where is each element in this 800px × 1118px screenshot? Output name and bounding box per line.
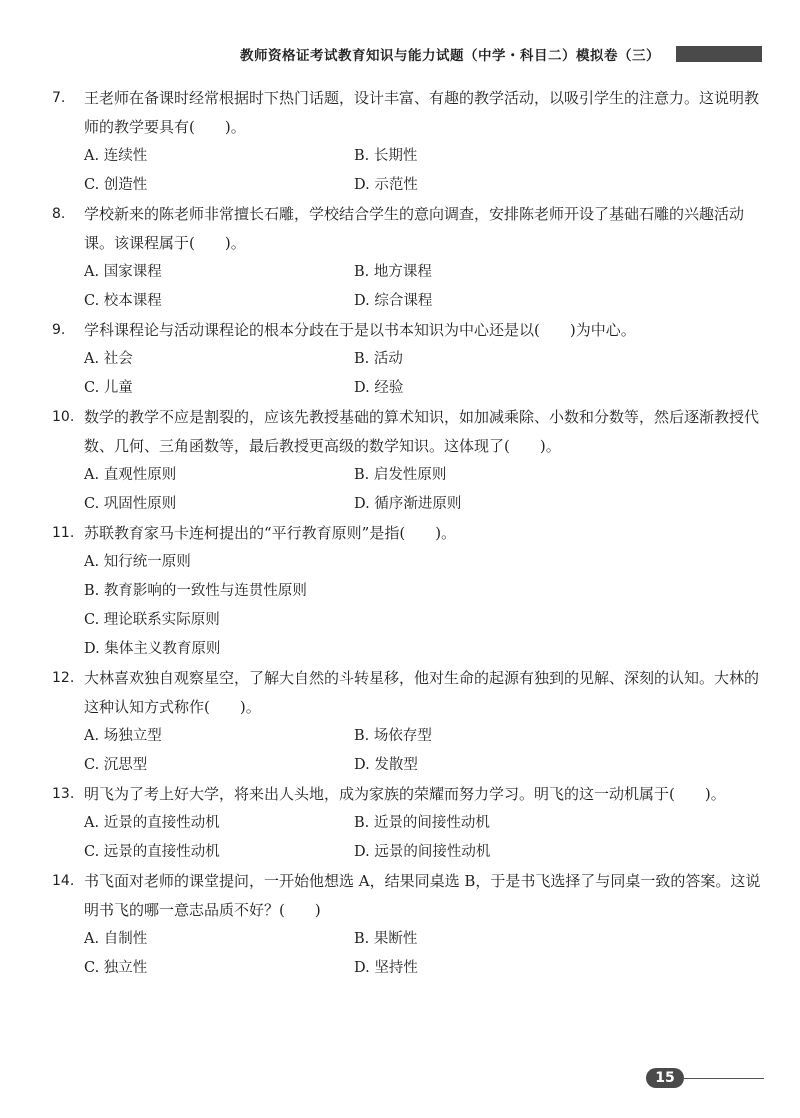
option-d: D. 发散型	[354, 757, 418, 773]
option-a: A. 连续性	[84, 148, 148, 164]
question-text: 王老师在备课时经常根据时下热门话题，设计丰富、有趣的教学活动，以吸引学生的注意力。这说明教师的教学要具有( )。	[84, 89, 760, 136]
option-c: C. 校本课程	[84, 293, 162, 309]
option-list	[52, 142, 768, 200]
question-number: 13.	[52, 786, 75, 802]
option-a: A. 知行统一原则	[84, 554, 191, 570]
option-b: B. 果断性	[354, 931, 418, 947]
option-d: D. 综合课程	[354, 293, 433, 309]
option-d: D. 循序渐进原则	[354, 496, 462, 512]
question-number: 9.	[52, 322, 66, 338]
option-c: C. 儿童	[84, 380, 133, 396]
option-a: A. 社会	[84, 351, 133, 367]
question-stem	[52, 403, 768, 461]
option-d: D. 坚持性	[354, 960, 418, 976]
question-10	[52, 403, 768, 519]
option-c: C. 创造性	[84, 177, 148, 193]
question-text: 学科课程论与活动课程论的根本分歧在于是以书本知识为中心还是以( )为中心。	[84, 321, 636, 339]
question-14	[52, 867, 768, 983]
option-list	[52, 925, 768, 983]
option-b: B. 教育影响的一致性与连贯性原则	[84, 583, 307, 599]
option-list	[52, 809, 768, 867]
question-stem	[52, 664, 768, 722]
page-number: 15	[646, 1068, 684, 1088]
question-12	[52, 664, 768, 780]
question-8	[52, 200, 768, 316]
question-stem	[52, 316, 768, 345]
question-11	[52, 519, 768, 664]
question-7	[52, 84, 768, 200]
option-d: D. 远景的间接性动机	[354, 844, 491, 860]
option-list	[52, 722, 768, 780]
question-text: 大林喜欢独自观察星空，了解大自然的斗转星移，他对生命的起源有独到的见解、深刻的认知。大林的这种认知方式称作( )。	[84, 669, 760, 716]
option-b: B. 场依存型	[354, 728, 432, 744]
option-a: A. 场独立型	[84, 728, 162, 744]
footer-rule	[684, 1078, 764, 1079]
question-number: 8.	[52, 206, 66, 222]
question-13	[52, 780, 768, 867]
header-decor-bar	[676, 46, 762, 62]
option-list	[52, 345, 768, 403]
question-stem	[52, 780, 768, 809]
option-c: C. 沉思型	[84, 757, 148, 773]
question-number: 7.	[52, 90, 66, 106]
option-list	[52, 258, 768, 316]
question-text: 明飞为了考上好大学，将来出人头地，成为家族的荣耀而努力学习。明飞的这一动机属于( )。	[84, 785, 726, 803]
option-b: B. 长期性	[354, 148, 418, 164]
option-d: D. 经验	[354, 380, 404, 396]
question-stem	[52, 200, 768, 258]
option-d: D. 示范性	[354, 177, 418, 193]
header-title: 教师资格证考试教育知识与能力试题（中学・科目二）模拟卷（三）	[240, 48, 660, 64]
question-number: 11.	[52, 525, 75, 541]
question-stem	[52, 519, 768, 548]
question-9	[52, 316, 768, 403]
question-stem	[52, 867, 768, 925]
question-number: 10.	[52, 409, 75, 425]
question-stem	[52, 84, 768, 142]
question-text: 书飞面对老师的课堂提问，一开始他想选 A，结果同桌选 B，于是书飞选择了与同桌一致的答案。这说明书飞的哪一意志品质不好？( )	[84, 872, 761, 919]
option-a: A. 自制性	[84, 931, 148, 947]
option-a: A. 直观性原则	[84, 467, 177, 483]
option-d: D. 集体主义教育原则	[84, 641, 221, 657]
option-a: A. 国家课程	[84, 264, 162, 280]
question-text: 学校新来的陈老师非常擅长石雕，学校结合学生的意向调查，安排陈老师开设了基础石雕的兴趣活动课。该课程属于( )。	[84, 205, 745, 252]
page-footer	[0, 1064, 800, 1094]
option-b: B. 启发性原则	[354, 467, 447, 483]
question-text: 苏联教育家马卡连柯提出的“平行教育原则”是指( )。	[84, 524, 457, 542]
option-a: A. 近景的直接性动机	[84, 815, 220, 831]
question-number: 12.	[52, 670, 75, 686]
question-list	[52, 84, 768, 983]
option-c: C. 巩固性原则	[84, 496, 177, 512]
option-c: C. 理论联系实际原则	[84, 612, 220, 628]
page-header	[0, 40, 800, 66]
option-list	[52, 461, 768, 519]
option-c: C. 远景的直接性动机	[84, 844, 220, 860]
option-b: B. 地方课程	[354, 264, 432, 280]
option-b: B. 近景的间接性动机	[354, 815, 490, 831]
question-text: 数学的教学不应是割裂的，应该先教授基础的算术知识，如加减乘除、小数和分数等，然后逐渐教授代数、几何、三角函数等，最后教授更高级的数学知识。这体现了( )。	[84, 408, 760, 455]
option-list	[52, 548, 768, 664]
question-number: 14.	[52, 873, 75, 889]
option-c: C. 独立性	[84, 960, 148, 976]
option-b: B. 活动	[354, 351, 403, 367]
